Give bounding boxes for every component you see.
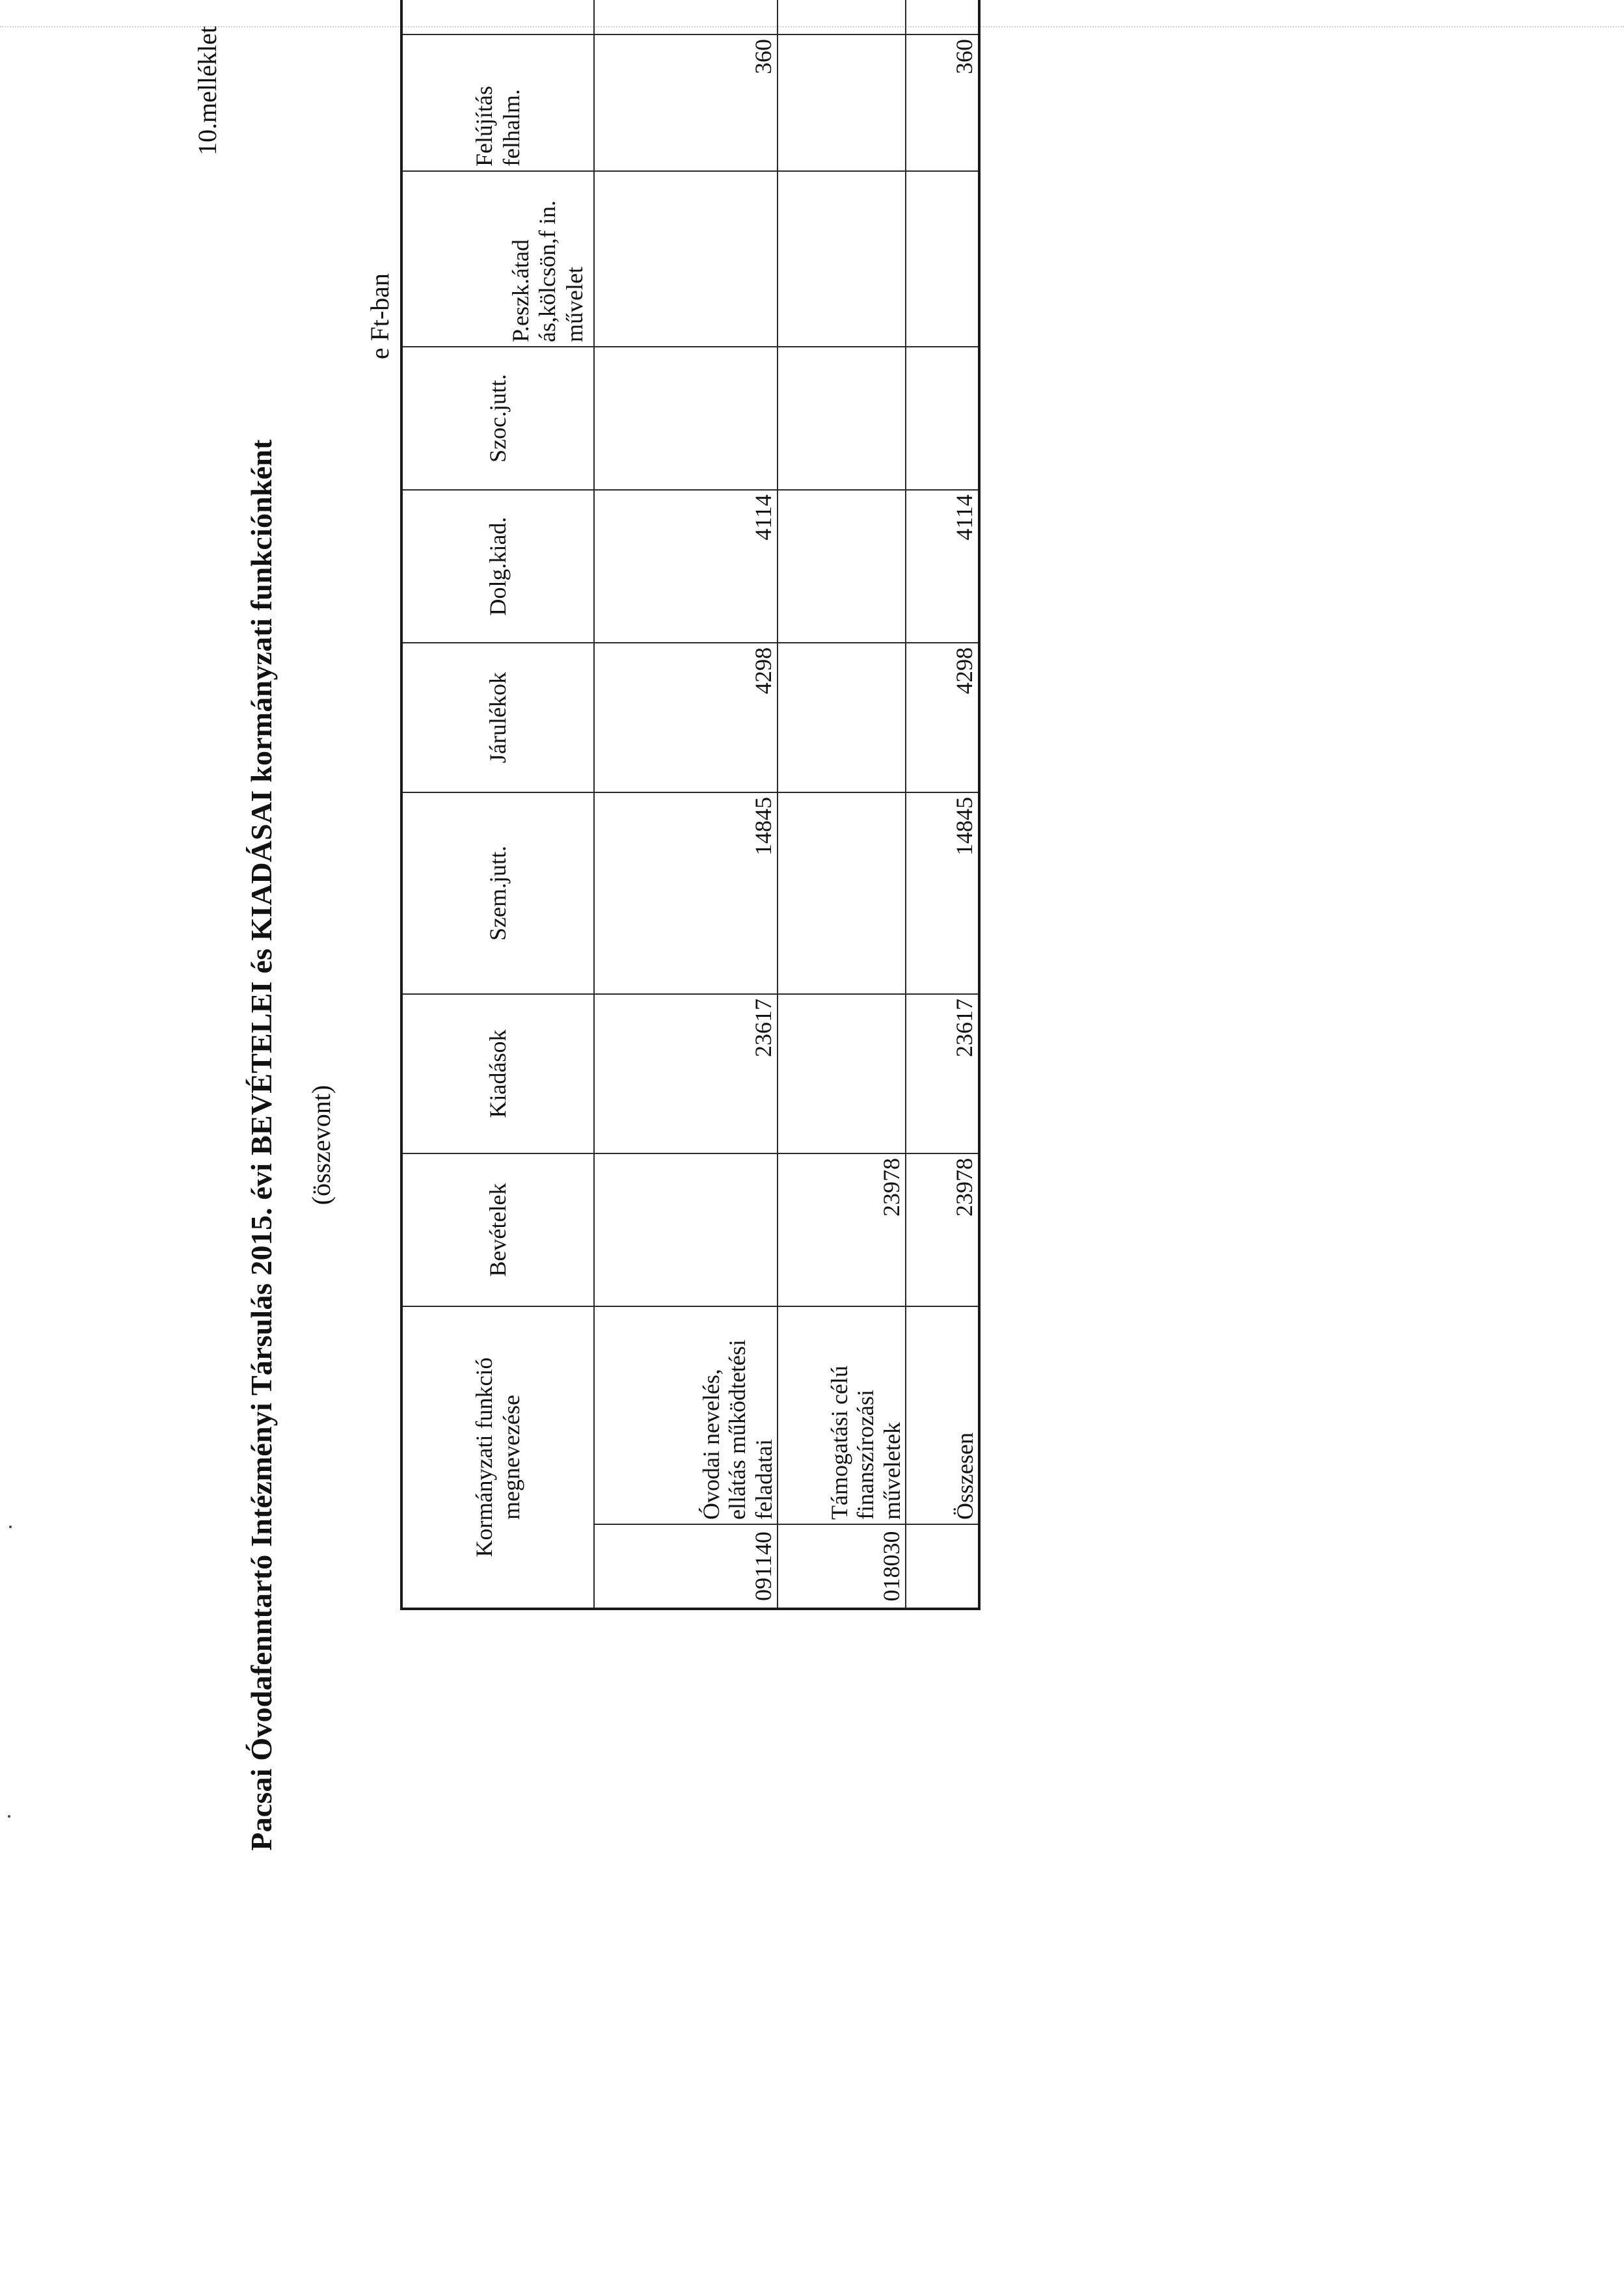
- cell-financing: [778, 0, 906, 34]
- table-row: [594, 0, 778, 1609]
- header-social: Szoc.jutt.: [401, 347, 594, 490]
- cell-social: [906, 347, 979, 490]
- row-code: 091140: [594, 1524, 778, 1609]
- cell-revenues: 23978: [906, 1153, 979, 1306]
- row-code: [906, 1524, 979, 1609]
- cell-revenues: 23978: [778, 1153, 906, 1306]
- row-function-name: Támogatási célú finanszírozási műveletek: [778, 1306, 906, 1524]
- cell-expenses: 23617: [906, 994, 979, 1153]
- cell-renovation: [778, 34, 906, 171]
- cell-contributions: [778, 643, 906, 792]
- document-title: Pacsai Óvodafenntartó Intézményi Társulás 2015. évi BEVÉTELEI és KIADÁSAI kormányzati funkciónként: [245, 439, 278, 1851]
- cell-financing: [594, 0, 778, 34]
- cell-personnel: [778, 792, 906, 994]
- cell-goods: [778, 490, 906, 643]
- header-transfers: P.eszk.átad ás,kölcsön,f in. művelet: [401, 171, 594, 347]
- cell-social: [778, 347, 906, 490]
- annex-label: 10.melléklet: [193, 26, 222, 155]
- budget-table: [400, 0, 981, 1610]
- cell-revenues: [594, 1153, 778, 1306]
- row-function-name: Óvodai nevelés, ellátás működtetési feladatai: [594, 1306, 778, 1524]
- cell-social: [594, 347, 778, 490]
- cell-transfers: [594, 171, 778, 347]
- header-expenses: Kiadások: [401, 994, 594, 1153]
- cell-transfers: [906, 171, 979, 347]
- table-row-total: [906, 0, 979, 1609]
- cell-contributions: 4298: [906, 643, 979, 792]
- cell-transfers: [778, 171, 906, 347]
- header-contributions: Járulékok: [401, 643, 594, 792]
- row-function-name: Összesen: [906, 1306, 979, 1524]
- cell-renovation: 360: [594, 34, 778, 171]
- row-code: 018030: [778, 1524, 906, 1609]
- cell-renovation: 360: [906, 34, 979, 171]
- cell-goods: 4114: [594, 490, 778, 643]
- cell-financing: [906, 0, 979, 34]
- header-personnel: Szem.jutt.: [401, 792, 594, 994]
- document-subtitle: (összevont): [306, 1084, 336, 1206]
- cell-expenses: [778, 994, 906, 1153]
- cell-contributions: 4298: [594, 643, 778, 792]
- header-revenues: Bevételek: [401, 1153, 594, 1306]
- cell-goods: 4114: [906, 490, 979, 643]
- cell-personnel: 14845: [906, 792, 979, 994]
- header-goods: Dolg.kiad.: [401, 490, 594, 643]
- unit-label: e Ft-ban: [365, 273, 394, 360]
- cell-personnel: 14845: [594, 792, 778, 994]
- header-financing: [401, 0, 594, 34]
- table-header-row: [401, 0, 594, 1609]
- cell-expenses: 23617: [594, 994, 778, 1153]
- header-function: Kormányzati funkció megnevezése: [401, 1306, 594, 1609]
- header-renovation: Felújítás felhalm.: [401, 34, 594, 171]
- table-row: [778, 0, 906, 1609]
